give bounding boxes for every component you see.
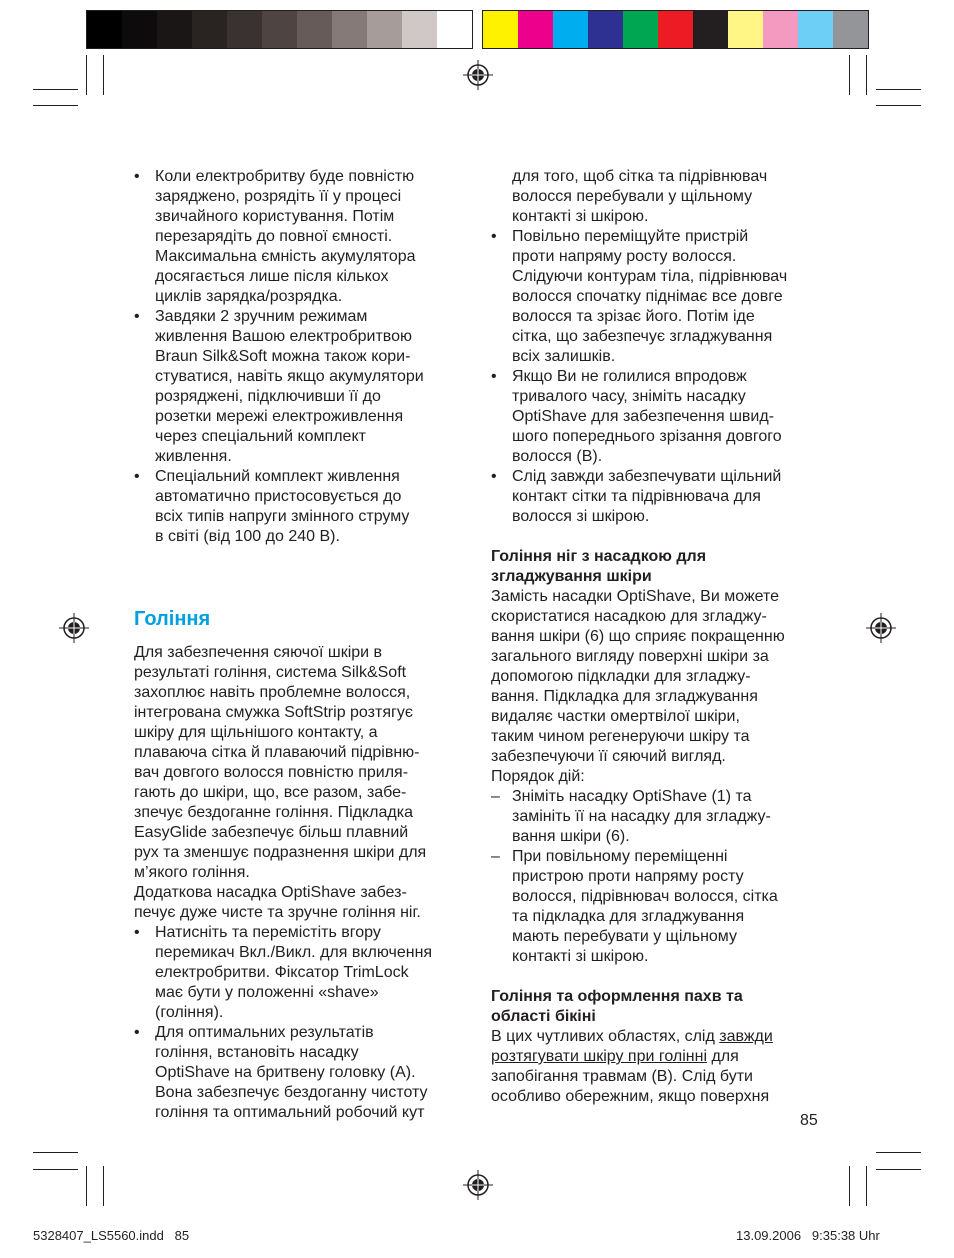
text-line: гоління та оптимальний робочий кут — [155, 1104, 425, 1121]
color-swatch — [763, 11, 798, 48]
text-line: розетки мережі електроживлення — [155, 408, 404, 425]
text-line: допомогою підкладки для згладжу- — [491, 668, 751, 685]
bullet-marker: – — [491, 788, 500, 805]
process-color-bar — [482, 10, 869, 49]
text-line: волосся (B). — [512, 448, 603, 465]
text-line: видаляє частки омертвілої шкіри, — [491, 708, 740, 725]
bullet-marker: • — [134, 1024, 140, 1041]
text-line: досягається лише після кількох — [155, 268, 389, 285]
gray-swatch — [227, 11, 262, 48]
text-line: заряджено, розрядіть її у процесі — [155, 188, 402, 205]
bullet-marker: • — [134, 924, 140, 941]
text-line: вання. Підкладка для згладжування — [491, 688, 758, 705]
bullet-item — [491, 367, 831, 467]
text-line: волосся перебували у щільному — [512, 188, 753, 205]
text-line: вач довгого волосся повністю приля- — [134, 764, 409, 781]
bullet-marker: – — [491, 848, 500, 865]
text-line: електробритви. Фіксатор TrimLock — [155, 964, 409, 981]
text-line: автоматично пристосовується до — [155, 488, 402, 505]
text-line: результаті гоління, система Silk&Soft — [134, 664, 407, 681]
text-line: Порядок дій: — [491, 768, 585, 785]
text-line: таким чином регенеруючи шкіру та — [491, 728, 750, 745]
continued-text — [491, 167, 831, 227]
text-line: всіх типів напруги змінного струму — [155, 508, 410, 525]
text-line: звичайного користування. Потім — [155, 208, 395, 225]
text-line: живлення. — [155, 448, 232, 465]
registration-mark-icon — [59, 613, 89, 643]
text-line: мають перебувати у щільному — [512, 928, 737, 945]
text-line: OptiShave для забезпечення швид- — [512, 408, 775, 425]
text-line: стуватися, навіть якщо акумулятори — [155, 368, 424, 385]
text-line: через спеціальний комплект — [155, 428, 366, 445]
bullet-item — [134, 467, 474, 547]
text-line: вання шкіри (6). — [512, 828, 630, 845]
text-line: скористатися насадкою для згладжу- — [491, 608, 767, 625]
text-line: гають до шкіри, що, все разом, забе- — [134, 784, 407, 801]
bullet-item — [491, 227, 831, 367]
text-line: волосся зі шкірою. — [512, 508, 650, 525]
bullet-item — [134, 923, 474, 1023]
registration-mark-icon — [866, 613, 896, 643]
underlined-emphasis: завжди — [719, 1028, 773, 1045]
text-line: замініть її на насадку для згладжу- — [512, 808, 771, 825]
text-line: Натисніть та перемістіть вгору — [155, 924, 381, 941]
text-line: пристрою проти напряму росту — [512, 868, 744, 885]
text-line: EasyGlide забезпечує більш плавний — [134, 824, 409, 841]
grayscale-color-bar — [86, 10, 473, 49]
shaving-intro-paragraph — [134, 643, 474, 923]
bullet-marker: • — [491, 368, 497, 385]
bullet-item — [134, 167, 474, 307]
text-line: печує дуже чисте та зручне гоління ніг. — [134, 904, 421, 921]
text-line: тривалого часу, зніміть насадку — [512, 388, 746, 405]
text-line: Слід завжди забезпечувати щільний — [512, 468, 782, 485]
gray-swatch — [157, 11, 192, 48]
text-line: Слідуючи контурам тіла, підрівнювач — [512, 268, 788, 285]
text-line: Для забезпечення сяючої шкіри в — [134, 644, 383, 661]
text-line: сітка, що забезпечує згладжування — [512, 328, 773, 345]
text-line: Коли електробритву буде повністю — [155, 168, 415, 185]
bullet-marker: • — [134, 308, 140, 325]
text-line: особливо обережним, якщо поверхня — [491, 1088, 770, 1105]
text-line: Вона забезпечує бездоганну чистоту — [155, 1084, 428, 1101]
gray-swatch — [262, 11, 297, 48]
dash-item — [491, 787, 831, 847]
text-line: Зніміть насадку OptiShave (1) та — [512, 788, 752, 805]
color-swatch — [728, 11, 763, 48]
text-line: Спеціальний комплект живлення — [155, 468, 400, 485]
gray-swatch — [332, 11, 367, 48]
registration-mark-icon — [463, 1170, 493, 1200]
text-line: проти напряму росту волосся. — [512, 248, 737, 265]
text-line: плаваюча сітка й плаваючий підрівню- — [134, 744, 420, 761]
color-swatch — [588, 11, 623, 48]
gray-swatch — [297, 11, 332, 48]
color-swatch — [623, 11, 658, 48]
text-line: захоплює навіть проблемне волосся, — [134, 684, 411, 701]
text-line: Максимальна ємність акумулятора — [155, 248, 416, 265]
text-line: перемикач Вкл./Викл. для включення — [155, 944, 433, 961]
text-line: волосся спочатку піднімає все довге — [512, 288, 783, 305]
bullet-marker: • — [134, 168, 140, 185]
text-line: має бути у положенні «shave» — [155, 984, 379, 1001]
text-line: рух та зменшує подразнення шкіри для — [134, 844, 427, 861]
text-line: Braun Silk&Soft можна також кори- — [155, 348, 411, 365]
gray-swatch — [367, 11, 402, 48]
bullet-item — [134, 307, 474, 467]
text-line: Додаткова насадка OptiShave забез- — [134, 884, 407, 901]
text-line: циклів зарядка/розрядка. — [155, 288, 343, 305]
color-swatch — [553, 11, 588, 48]
text-line: Повільно переміщуйте пристрій — [512, 228, 749, 245]
gray-swatch — [192, 11, 227, 48]
text-line: (гоління). — [155, 1004, 224, 1021]
gray-swatch — [122, 11, 157, 48]
color-swatch — [693, 11, 728, 48]
text-line: волосся, підрівнювач волосся, сітка — [512, 888, 778, 905]
footer-timestamp: 13.09.2006 9:35:38 Uhr — [736, 1228, 880, 1243]
text-line: загального вигляду поверхні шкіри за — [491, 648, 769, 665]
text-line: гоління, встановіть насадку — [155, 1044, 359, 1061]
text-line: зпечує бездоганне гоління. Підкладка — [134, 804, 413, 821]
color-swatch — [658, 11, 693, 48]
bullet-marker: • — [491, 468, 497, 485]
text-line: запобігання травмам (B). Слід бути — [491, 1068, 753, 1085]
right-column — [491, 167, 831, 1107]
registration-mark-icon — [463, 60, 493, 90]
color-swatch — [518, 11, 553, 48]
dash-item — [491, 847, 831, 967]
text-line: перезарядіть до повної ємності. — [155, 228, 393, 245]
text-line: Завдяки 2 зручним режимам — [155, 308, 368, 325]
heading-bikini-shaving — [491, 987, 831, 1027]
heading-line: Гоління ніг з насадкою для — [491, 548, 707, 565]
bullet-marker: • — [134, 468, 140, 485]
color-swatch — [833, 11, 868, 48]
bikini-paragraph: В цих чутливих областях, слід завжди розтягувати шкіру при голінні для запобігання травмам (B). Слід бути особливо обережним, якщо поверхня — [491, 1027, 831, 1107]
bullet-marker: • — [491, 228, 497, 245]
text-line: для того, щоб сітка та підрівнювач — [512, 168, 768, 185]
heading-legs-shaving — [491, 547, 831, 587]
text-line: Для оптимальних результатів — [155, 1024, 374, 1041]
bullet-item — [491, 467, 831, 527]
text-line: живлення Вашою електробритвою — [155, 328, 412, 345]
heading-line: області бікіні — [491, 1008, 596, 1025]
gray-swatch — [402, 11, 437, 48]
text-line: контакті зі шкірою. — [512, 948, 649, 965]
bullet-item — [134, 1023, 474, 1123]
text-line: контакті зі шкірою. — [512, 208, 649, 225]
text-line: волосся та зрізає його. Потім іде — [512, 308, 755, 325]
section-heading-shaving: Гоління — [134, 608, 211, 630]
text-line: забезпечуючи її сяючий вигляд. — [491, 748, 726, 765]
footer-file-info: 5328407_LS5560.indd 85 — [33, 1228, 190, 1243]
text-line: вання шкіри (6) що сприяє покращенню — [491, 628, 785, 645]
text-line: шкіру для щільнішого контакту, а — [134, 724, 378, 741]
left-column — [134, 167, 474, 1123]
page-number: 85 — [800, 1112, 818, 1129]
text-line: та підкладка для згладжування — [512, 908, 745, 925]
text-line: Якщо Ви не голилися впродовж — [512, 368, 747, 385]
heading-line: згладжування шкіри — [491, 568, 652, 585]
gray-swatch — [437, 11, 472, 48]
heading-line: Гоління та оформлення пахв та — [491, 988, 743, 1005]
text-line: OptiShave на бритвену головку (A). — [155, 1064, 416, 1081]
color-swatch — [483, 11, 518, 48]
legs-paragraph — [491, 587, 831, 787]
text-line: контакт сітки та підрівнювача для — [512, 488, 761, 505]
text-line: м’якого гоління. — [134, 864, 250, 881]
text-line: Замість насадки OptiShave, Ви можете — [491, 588, 780, 605]
text-line: в світі (від 100 до 240 В). — [155, 528, 340, 545]
text-line: розряджені, підключивши її до — [155, 388, 381, 405]
color-swatch — [798, 11, 833, 48]
gray-swatch — [87, 11, 122, 48]
text-line: При повільному переміщенні — [512, 848, 728, 865]
underlined-emphasis: розтягувати шкіру при голінні — [491, 1048, 708, 1065]
text-line: шого попереднього зрізання довгого — [512, 428, 782, 445]
text-line: всіх залишків. — [512, 348, 616, 365]
text-line: інтегрована смужка SoftStrip розтягує — [134, 704, 413, 721]
